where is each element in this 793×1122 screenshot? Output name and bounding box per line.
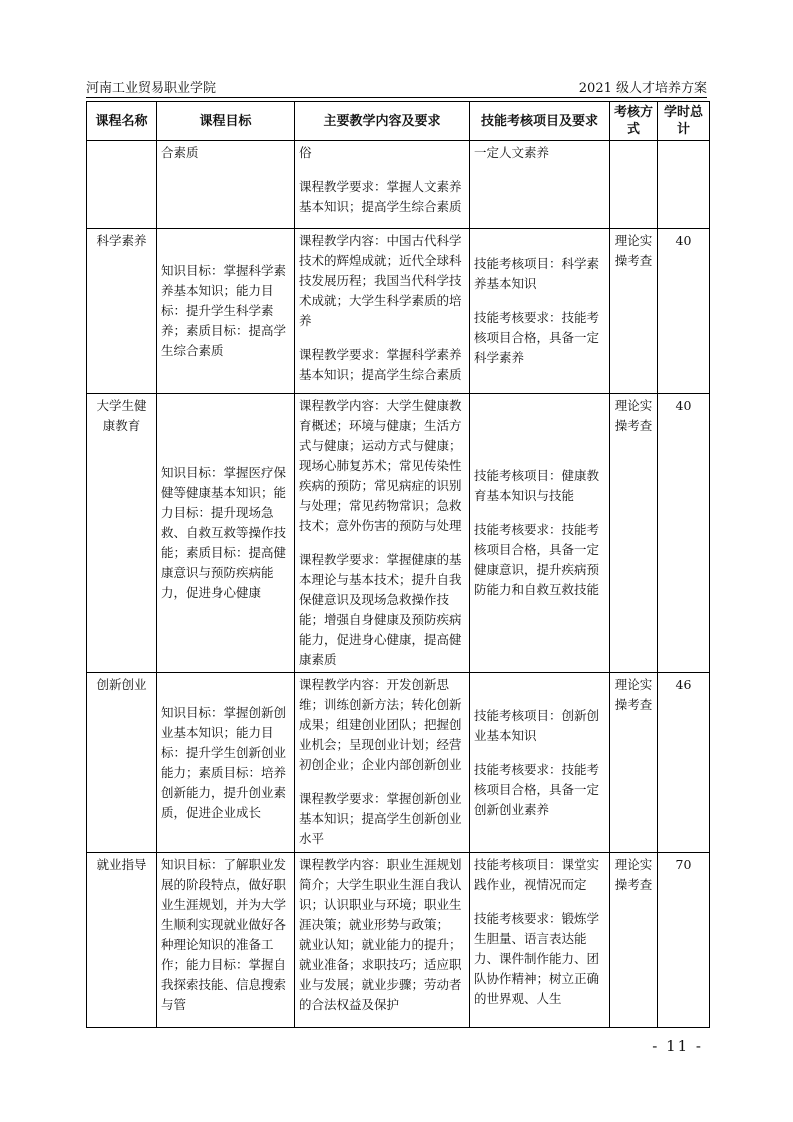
- course-hours: 40: [658, 394, 710, 673]
- course-goal: 合素质: [157, 141, 295, 229]
- course-exam: [610, 141, 658, 229]
- course-name: 大学生健康教育: [87, 394, 157, 673]
- table-row: [87, 673, 710, 853]
- header-rule: [86, 97, 707, 98]
- course-name: 就业指导: [87, 853, 157, 1028]
- table-row: [87, 394, 710, 673]
- course-name: 创新创业: [87, 673, 157, 853]
- course-content: 俗 课程教学要求：掌握人文素养基本知识；提高学生综合素质: [295, 141, 470, 229]
- page-number: - 11 -: [652, 1037, 703, 1055]
- course-name: [87, 141, 157, 229]
- col-header-exam: 考核方式: [610, 102, 658, 141]
- course-skill: 技能考核项目：课堂实践作业，视情况而定 技能考核要求：锻炼学生胆量、语言表达能力、课件制作能力、团队协作精神；树立正确的世界观、人生: [470, 853, 610, 1028]
- course-content: 课程教学内容：职业生涯规划简介；大学生职业生涯自我认识；认识职业与环境；职业生涯决策；就业形势与政策； 就业认知；就业能力的提升；就业准备；求职技巧；适应职业与发展；就业步骤；劳动者的合法权益及保护: [295, 853, 470, 1028]
- course-name: 科学素养: [87, 229, 157, 394]
- course-goal: 知识目标：了解职业发展的阶段特点，做好职业生涯规划，并为大学生顺利实现就业做好各种理论知识的准备工作；能力目标：掌握自我探索技能、信息搜索与管: [157, 853, 295, 1028]
- course-skill: 一定人文素养: [470, 141, 610, 229]
- course-content: 课程教学内容：开发创新思维；训练创新方法；转化创新成果；组建创业团队；把握创业机会；呈现创业计划；经营初创企业；企业内部创新创业 课程教学要求：掌握创新创业基本知识；提高学生创新创业水平: [295, 673, 470, 853]
- col-header-name: 课程名称: [87, 102, 157, 141]
- course-hours: 70: [658, 853, 710, 1028]
- course-goal: 知识目标：掌握医疗保健等健康基本知识；能力目标：提升现场急救、自救互救等操作技能；素质目标：提高健康意识与预防疾病能力，促进身心健康: [157, 394, 295, 673]
- table-row: [87, 853, 710, 1028]
- table-row: [87, 141, 710, 229]
- course-exam: 理论实操考查: [610, 394, 658, 673]
- course-goal: 知识目标：掌握科学素养基本知识；能力目标：提升学生科学素养；素质目标：提高学生综合素质: [157, 229, 295, 394]
- course-exam: 理论实操考查: [610, 853, 658, 1028]
- header-doc-title: 2021 级人才培养方案: [578, 81, 707, 96]
- col-header-skill: 技能考核项目及要求: [470, 102, 610, 141]
- col-header-hours: 学时总计: [658, 102, 710, 141]
- course-hours: [658, 141, 710, 229]
- table-header-row: [87, 102, 710, 141]
- header-school-name: 河南工业贸易职业学院: [86, 81, 217, 96]
- course-skill: 技能考核项目：创新创业基本知识 技能考核要求：技能考核项目合格，具备一定创新创业素养: [470, 673, 610, 853]
- course-exam: 理论实操考查: [610, 229, 658, 394]
- course-exam: 理论实操考查: [610, 673, 658, 853]
- course-goal: 知识目标：掌握创新创业基本知识；能力目标：提升学生创新创业能力；素质目标：培养创新能力，提升创业素质，促进企业成长: [157, 673, 295, 853]
- course-content: 课程教学内容：中国古代科学技术的辉煌成就；近代全球科技发展历程；我国当代科学技术成就；大学生科学素质的培养 课程教学要求：掌握科学素养基本知识；提高学生综合素质: [295, 229, 470, 394]
- course-skill: 技能考核项目：健康教育基本知识与技能 技能考核要求：技能考核项目合格，具备一定健康意识，提升疾病预防能力和自救互救技能: [470, 394, 610, 673]
- col-header-goal: 课程目标: [157, 102, 295, 141]
- col-header-content: 主要教学内容及要求: [295, 102, 470, 141]
- course-hours: 40: [658, 229, 710, 394]
- table-row: [87, 229, 710, 394]
- course-skill: 技能考核项目：科学素养基本知识 技能考核要求：技能考核项目合格，具备一定科学素养: [470, 229, 610, 394]
- course-content: 课程教学内容：大学生健康教育概述；环境与健康；生活方式与健康；运动方式与健康；现场心肺复苏术；常见传染性疾病的预防；常见病症的识别与处理；常见药物常识；急救技术；意外伤害的预防与处理 课程教学要求：掌握健康的基本理论与基本技术；提升自我保健意识及现场急救操作技能；增强自身健康及预防疾病能力，促进身心健康，提高健康素质: [295, 394, 470, 673]
- curriculum-table: [86, 101, 710, 1028]
- course-hours: 46: [658, 673, 710, 853]
